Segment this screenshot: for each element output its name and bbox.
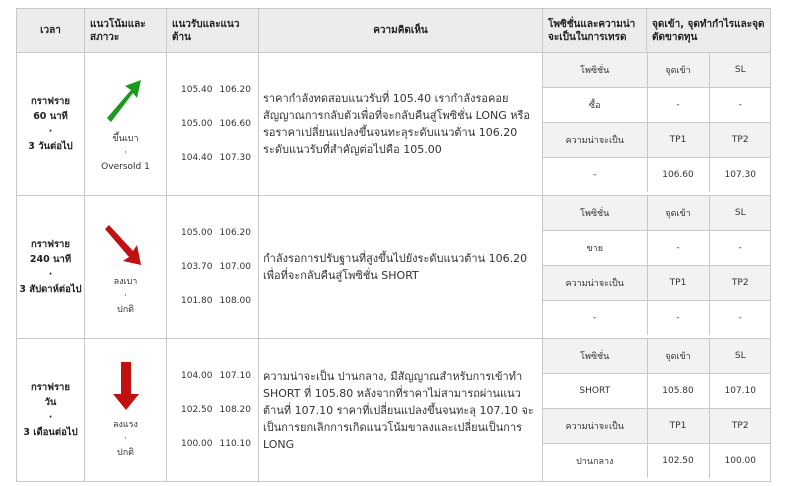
trade-subtable xyxy=(543,339,771,478)
comment-cell: ราคากำลังทดสอบแนวรับที่ 105.40 เรากำลังรอคอยสัญญาณการกลับตัวเพื่อที่จะกลับคืนสู่โพซิชั่น LONG หรือรอราคาเปลี่ยนแปลงขึ้นจนทะลุระดับแนวต้าน 106.20 ระดับแนวรับที่สำคัญต่อไปคือ 105.00 xyxy=(259,53,543,196)
levels-cell xyxy=(167,196,259,339)
level-pair: 104.40 107.30 xyxy=(181,153,251,163)
table-row xyxy=(17,339,771,482)
tp2-label: TP2 xyxy=(709,409,771,444)
tp1-label: TP1 xyxy=(647,409,709,444)
entry-value: 105.80 xyxy=(647,374,709,409)
trade-subtable xyxy=(543,196,771,335)
time-cell: กราฟราย 60 นาที · 3 วันต่อไป xyxy=(17,53,85,196)
level-pair: 102.50 108.20 xyxy=(181,405,251,415)
level-pair: 105.00 106.60 xyxy=(181,119,251,129)
sl-label: SL xyxy=(709,53,771,88)
tp2-value: - xyxy=(709,301,771,336)
level-pair: 105.00 106.20 xyxy=(181,228,251,238)
tp1-value: 106.60 xyxy=(647,158,709,193)
entry-value: - xyxy=(647,231,709,266)
probability-value: - xyxy=(543,158,647,193)
analysis-table-wrapper xyxy=(16,8,770,482)
trend-cell: ขึ้นเบา · Oversold 1 xyxy=(85,53,167,196)
table-row xyxy=(17,196,771,339)
tp2-label: TP2 xyxy=(709,266,771,301)
level-pair: 103.70 107.00 xyxy=(181,262,251,272)
trade-subtable-cell xyxy=(543,339,771,482)
position-label: โพซิชั่น xyxy=(543,196,647,231)
time-cell: กราฟราย วัน · 3 เดือนต่อไป xyxy=(17,339,85,482)
tp1-value: - xyxy=(647,301,709,336)
header-trend: แนวโน้มและสภาวะ xyxy=(85,9,167,53)
trade-subtable-cell xyxy=(543,196,771,339)
analysis-table xyxy=(16,8,771,482)
header-position: โพซิชั่นและความน่าจะเป็นในการเทรด xyxy=(543,9,647,53)
level-pair: 101.80 108.00 xyxy=(181,296,251,306)
tp1-label: TP1 xyxy=(647,266,709,301)
time-cell: กราฟราย 240 นาที · 3 สัปดาห์ต่อไป xyxy=(17,196,85,339)
probability-label: ความน่าจะเป็น xyxy=(543,266,647,301)
header-row xyxy=(17,9,771,53)
entry-label: จุดเข้า xyxy=(647,339,709,374)
trend-cell: ลงแรง · ปกติ xyxy=(85,339,167,482)
trade-subtable-cell xyxy=(543,53,771,196)
header-time: เวลา xyxy=(17,9,85,53)
up-right-arrow-icon xyxy=(101,74,151,126)
probability-value: ปานกลาง xyxy=(543,444,647,479)
tp2-value: 107.30 xyxy=(709,158,771,193)
tp2-value: 100.00 xyxy=(709,444,771,479)
header-comment: ความคิดเห็น xyxy=(259,9,543,53)
entry-value: - xyxy=(647,88,709,123)
levels-cell xyxy=(167,339,259,482)
header-entry: จุดเข้า, จุดทำกำไรและจุดตัดขาดทุน xyxy=(647,9,771,53)
sl-label: SL xyxy=(709,339,771,374)
probability-value: - xyxy=(543,301,647,336)
table-row xyxy=(17,53,771,196)
sl-label: SL xyxy=(709,196,771,231)
level-pair: 104.00 107.10 xyxy=(181,371,251,381)
comment-cell: กำลังรอการปรับฐานที่สูงขึ้นไปยังระดับแนวต้าน 106.20 เพื่อที่จะกลับคืนสู่โพซิชั่น SHORT xyxy=(259,196,543,339)
tp2-label: TP2 xyxy=(709,123,771,158)
trend-cell: ลงเบา · ปกติ xyxy=(85,196,167,339)
comment-cell: ความน่าจะเป็น ปานกลาง, มีสัญญาณสำหรับการเข้าทำ SHORT ที่ 105.80 หลังจากที่ราคาไม่สามารถผ่านแนวต้านที่ 107.10 ราคาที่เปลี่ยนแปลงขึ้นจนทะลุ 107.10 จะเป็นการยกเลิกการเกิดแนวโน้มขาลงและเปลี่ยนเป็นการ LONG xyxy=(259,339,543,482)
sl-value: - xyxy=(709,231,771,266)
header-levels: แนวรับและแนวต้าน xyxy=(167,9,259,53)
position-label: โพซิชั่น xyxy=(543,53,647,88)
sl-value: - xyxy=(709,88,771,123)
entry-label: จุดเข้า xyxy=(647,196,709,231)
down-right-arrow-icon xyxy=(101,217,151,269)
position-label: โพซิชั่น xyxy=(543,339,647,374)
down-arrow-icon xyxy=(101,360,151,412)
levels-cell xyxy=(167,53,259,196)
level-pair: 105.40 106.20 xyxy=(181,85,251,95)
position-value: ขาย xyxy=(543,231,647,266)
trade-subtable xyxy=(543,53,771,192)
probability-label: ความน่าจะเป็น xyxy=(543,123,647,158)
sl-value: 107.10 xyxy=(709,374,771,409)
position-value: ซื้อ xyxy=(543,88,647,123)
tp1-value: 102.50 xyxy=(647,444,709,479)
level-pair: 100.00 110.10 xyxy=(181,439,251,449)
position-value: SHORT xyxy=(543,374,647,409)
tp1-label: TP1 xyxy=(647,123,709,158)
probability-label: ความน่าจะเป็น xyxy=(543,409,647,444)
entry-label: จุดเข้า xyxy=(647,53,709,88)
